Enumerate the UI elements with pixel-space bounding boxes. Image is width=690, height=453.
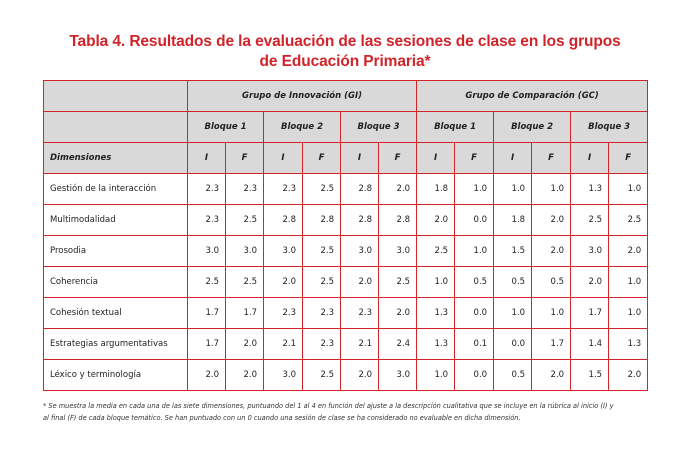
sub-header: F: [532, 143, 571, 174]
value-cell: 0.5: [532, 267, 571, 298]
table-row: [44, 267, 648, 298]
value-cell: 0.0: [455, 298, 494, 329]
block-header: Bloque 3: [341, 112, 417, 143]
value-cell: 2.8: [341, 174, 379, 205]
table-row: [44, 236, 648, 267]
sub-header: I: [264, 143, 303, 174]
value-cell: 2.0: [532, 360, 571, 391]
value-cell: 1.0: [609, 298, 648, 329]
group-comparacion-header: Grupo de Comparación (GC): [417, 81, 648, 112]
value-cell: 3.0: [188, 236, 226, 267]
value-cell: 2.0: [609, 236, 648, 267]
value-cell: 2.0: [226, 329, 264, 360]
value-cell: 2.3: [303, 329, 341, 360]
value-cell: 0.0: [455, 205, 494, 236]
value-cell: 0.5: [494, 267, 532, 298]
value-cell: 2.0: [609, 360, 648, 391]
dimension-name-cell: Multimodalidad: [44, 205, 188, 236]
value-cell: 2.0: [341, 360, 379, 391]
value-cell: 2.5: [609, 205, 648, 236]
value-cell: 2.0: [532, 205, 571, 236]
table-row: [44, 174, 648, 205]
sub-header: F: [226, 143, 264, 174]
block-header: Bloque 3: [571, 112, 648, 143]
value-cell: 3.0: [571, 236, 609, 267]
value-cell: 2.4: [379, 329, 417, 360]
value-cell: 1.0: [417, 360, 455, 391]
value-cell: 1.7: [571, 298, 609, 329]
value-cell: 2.0: [226, 360, 264, 391]
value-cell: 1.0: [417, 267, 455, 298]
value-cell: 2.0: [264, 267, 303, 298]
value-cell: 1.0: [532, 174, 571, 205]
value-cell: 1.0: [494, 298, 532, 329]
header-empty-cell: [44, 81, 188, 112]
table-row: [44, 360, 648, 391]
value-cell: 3.0: [341, 236, 379, 267]
value-cell: 2.0: [379, 174, 417, 205]
table-footnote: [43, 400, 653, 424]
value-cell: 1.7: [188, 329, 226, 360]
value-cell: 1.0: [609, 174, 648, 205]
dimension-name-cell: Prosodia: [44, 236, 188, 267]
value-cell: 2.0: [379, 298, 417, 329]
value-cell: 3.0: [264, 360, 303, 391]
value-cell: 0.0: [494, 329, 532, 360]
sub-header: F: [455, 143, 494, 174]
value-cell: 3.0: [379, 236, 417, 267]
dimension-name-cell: Coherencia: [44, 267, 188, 298]
value-cell: 2.8: [379, 205, 417, 236]
value-cell: 1.3: [571, 174, 609, 205]
value-cell: 2.3: [188, 205, 226, 236]
value-cell: 2.5: [417, 236, 455, 267]
value-cell: 1.7: [188, 298, 226, 329]
table-body: [44, 174, 648, 391]
footnote-line-2: al final (F) de cada bloque temático. Se han puntuado con un 0 cuando una sesión de clase se ha considerado no evaluable en dicha dimensión.: [43, 414, 521, 422]
value-cell: 1.0: [532, 298, 571, 329]
value-cell: 2.5: [188, 267, 226, 298]
value-cell: 2.5: [226, 267, 264, 298]
sub-header: I: [341, 143, 379, 174]
table-title: [0, 32, 690, 72]
value-cell: 1.5: [494, 236, 532, 267]
value-cell: 1.7: [532, 329, 571, 360]
value-cell: 1.7: [226, 298, 264, 329]
value-cell: 0.5: [494, 360, 532, 391]
group-header-row: [44, 81, 648, 112]
block-header-row: [44, 112, 648, 143]
dimension-name-cell: Estrategias argumentativas: [44, 329, 188, 360]
value-cell: 0.1: [455, 329, 494, 360]
value-cell: 2.0: [532, 236, 571, 267]
value-cell: 2.8: [264, 205, 303, 236]
dimension-name-cell: Gestión de la interacción: [44, 174, 188, 205]
value-cell: 0.0: [455, 360, 494, 391]
table-row: [44, 298, 648, 329]
value-cell: 0.5: [455, 267, 494, 298]
value-cell: 3.0: [379, 360, 417, 391]
value-cell: 1.0: [455, 174, 494, 205]
value-cell: 2.8: [341, 205, 379, 236]
sub-header: I: [494, 143, 532, 174]
sub-header: F: [609, 143, 648, 174]
value-cell: 1.8: [417, 174, 455, 205]
value-cell: 1.0: [455, 236, 494, 267]
dimension-name-cell: Cohesión textual: [44, 298, 188, 329]
table-row: [44, 205, 648, 236]
table-title-line-1: Tabla 4. Resultados de la evaluación de las sesiones de clase en los grupos: [69, 33, 621, 50]
table-title-line-2: de Educación Primaria*: [259, 53, 431, 70]
value-cell: 2.5: [303, 236, 341, 267]
value-cell: 2.5: [303, 360, 341, 391]
block-header: Bloque 2: [264, 112, 341, 143]
sub-header: I: [417, 143, 455, 174]
footnote-line-1: * Se muestra la media en cada una de las siete dimensiones, puntuando del 1 al 4 en función del ajuste a la descripción cualitativa que se incluye en la rúbrica al inicio (I) y: [43, 402, 614, 410]
dimensions-header: Dimensiones: [44, 143, 188, 174]
block-header: Bloque 2: [494, 112, 571, 143]
value-cell: 1.0: [609, 267, 648, 298]
value-cell: 1.0: [494, 174, 532, 205]
block-header: Bloque 1: [188, 112, 264, 143]
value-cell: 2.5: [571, 205, 609, 236]
value-cell: 1.3: [417, 329, 455, 360]
header-empty-cell: [44, 112, 188, 143]
value-cell: 2.1: [264, 329, 303, 360]
value-cell: 1.3: [609, 329, 648, 360]
sub-header: I: [571, 143, 609, 174]
value-cell: 2.3: [264, 174, 303, 205]
value-cell: 2.5: [303, 267, 341, 298]
group-innovacion-header: Grupo de Innovación (GI): [188, 81, 417, 112]
value-cell: 2.0: [188, 360, 226, 391]
value-cell: 1.3: [417, 298, 455, 329]
value-cell: 2.3: [303, 298, 341, 329]
value-cell: 2.0: [341, 267, 379, 298]
results-table: [43, 80, 648, 391]
value-cell: 2.0: [571, 267, 609, 298]
value-cell: 2.5: [379, 267, 417, 298]
value-cell: 2.8: [303, 205, 341, 236]
table-row: [44, 329, 648, 360]
value-cell: 2.3: [341, 298, 379, 329]
sub-header: F: [379, 143, 417, 174]
value-cell: 3.0: [226, 236, 264, 267]
value-cell: 2.3: [188, 174, 226, 205]
value-cell: 2.3: [226, 174, 264, 205]
value-cell: 2.3: [264, 298, 303, 329]
dimension-name-cell: Léxico y terminología: [44, 360, 188, 391]
value-cell: 2.0: [417, 205, 455, 236]
dimension-header-row: [44, 143, 648, 174]
sub-header: F: [303, 143, 341, 174]
value-cell: 2.5: [303, 174, 341, 205]
value-cell: 1.8: [494, 205, 532, 236]
value-cell: 2.5: [226, 205, 264, 236]
value-cell: 3.0: [264, 236, 303, 267]
value-cell: 1.5: [571, 360, 609, 391]
block-header: Bloque 1: [417, 112, 494, 143]
sub-header: I: [188, 143, 226, 174]
value-cell: 1.4: [571, 329, 609, 360]
value-cell: 2.1: [341, 329, 379, 360]
